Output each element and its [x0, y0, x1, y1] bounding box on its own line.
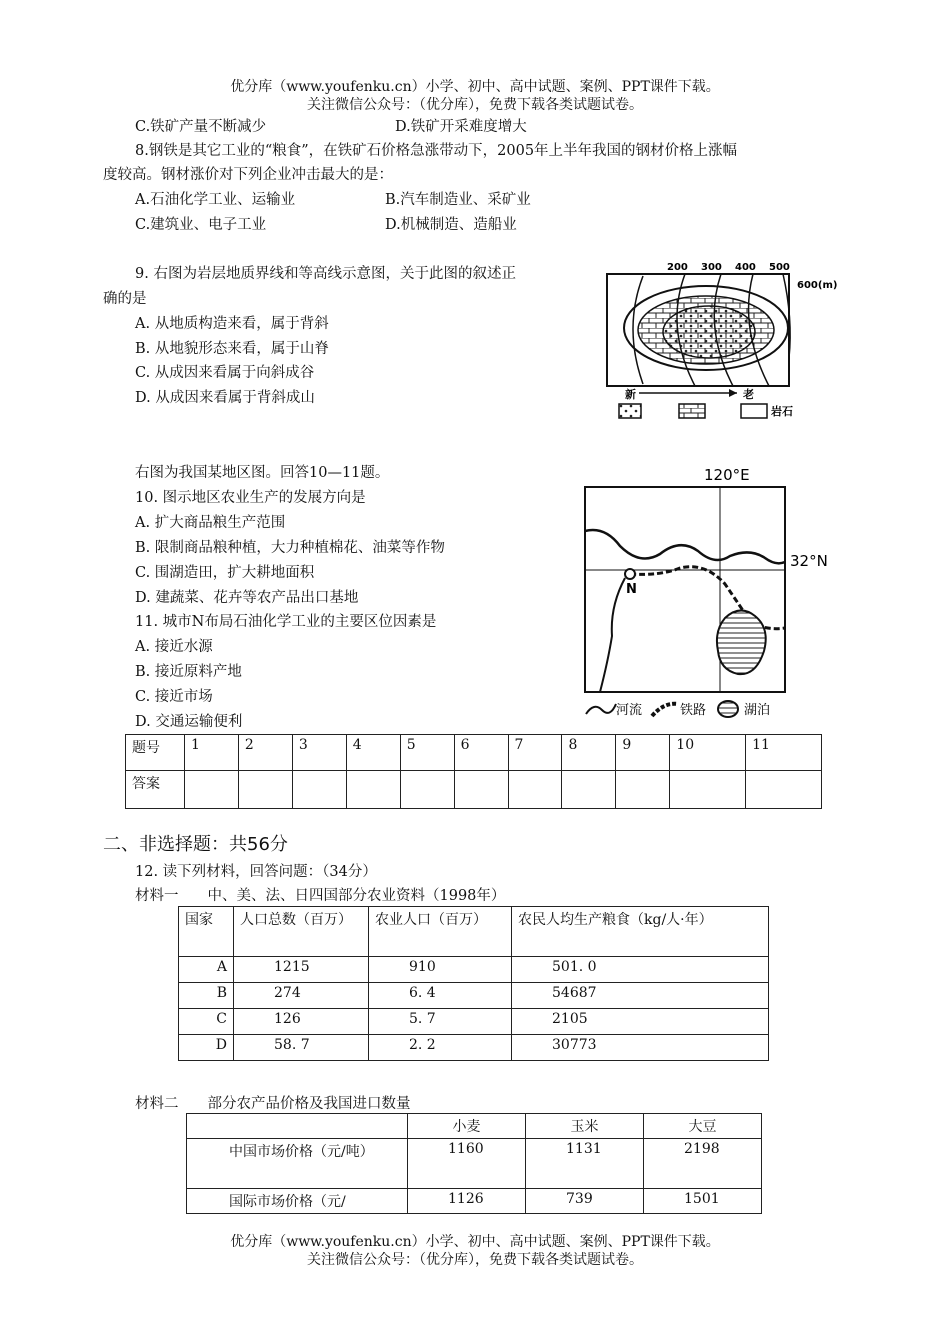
- answer-cell[interactable]: [454, 771, 508, 809]
- legend-rock-label: 岩石: [771, 405, 793, 418]
- m1-header: 国家: [179, 907, 234, 957]
- q8-stem-2: 度较高。钢材涨价对下列企业冲击最大的是：: [103, 167, 393, 183]
- m1-cell: B: [179, 983, 234, 1009]
- answer-cell[interactable]: [562, 771, 616, 809]
- m1-cell: 2105: [512, 1009, 769, 1035]
- q10-option-d: D. 建蔬菜、花卉等农产品出口基地: [135, 590, 359, 606]
- m1-header: 农业人口（百万）: [369, 907, 512, 957]
- q9-stem-1: 9. 右图为岩层地质界线和等高线示意图，关于此图的叙述正: [135, 266, 516, 282]
- m1-cell: 274: [234, 983, 369, 1009]
- q11-option-b: B. 接近原料产地: [135, 664, 242, 680]
- answer-table-number: 6: [454, 735, 508, 771]
- m1-cell: 6. 4: [369, 983, 512, 1009]
- railway-line: [630, 567, 785, 629]
- m1-cell: 1215: [234, 957, 369, 983]
- answer-cell[interactable]: [292, 771, 346, 809]
- q9-stem-2: 确的是: [103, 291, 147, 307]
- q10-stem: 10. 图示地区农业生产的发展方向是: [135, 490, 366, 506]
- contour-label-600: 600(m): [797, 280, 838, 291]
- answer-cell[interactable]: [616, 771, 670, 809]
- q11-option-a: A. 接近水源: [135, 639, 213, 655]
- m1-cell: 54687: [512, 983, 769, 1009]
- legend-river-icon: [586, 704, 616, 714]
- answer-table-number: 1: [185, 735, 239, 771]
- answer-table-number: 8: [562, 735, 616, 771]
- arrow-head-icon: [729, 389, 737, 397]
- answer-table-number: 9: [616, 735, 670, 771]
- m2-header: 大豆: [644, 1114, 762, 1139]
- material-1-table: [178, 906, 769, 1061]
- legend-blank-icon: [741, 404, 767, 418]
- geology-figure: [603, 258, 848, 426]
- q10-option-b: B. 限制商品粮种植，大力种植棉花、油菜等作物: [135, 540, 445, 556]
- m2-cell: 1501: [644, 1189, 762, 1214]
- answer-cell[interactable]: [670, 771, 746, 809]
- m1-cell: C: [179, 1009, 234, 1035]
- m1-cell: D: [179, 1035, 234, 1061]
- q8-option-c: C.建筑业、电子工业: [135, 217, 267, 233]
- q10-option-a: A. 扩大商品粮生产范围: [135, 515, 286, 531]
- q10-option-c: C. 围湖造田，扩大耕地面积: [135, 565, 315, 581]
- m2-cell: 1131: [526, 1139, 644, 1189]
- legend-brick-icon: [679, 404, 705, 418]
- river-branch: [600, 578, 625, 692]
- header-line-1: 优分库（www.youfenku.cn）小学、初中、高中试题、案例、PPT课件下载。: [230, 79, 720, 95]
- longitude-label: 120°E: [704, 466, 750, 484]
- q8-option-d: D.机械制造、造船业: [385, 217, 517, 233]
- q8-stem-1: 8.钢铁是其它工业的“粮食”，在铁矿石价格急涨带动下，2005年上半年我国的钢材价格上涨幅: [135, 143, 738, 159]
- contour-label-500: 500: [769, 262, 790, 273]
- m1-cell: A: [179, 957, 234, 983]
- answer-table-number: 7: [508, 735, 562, 771]
- lake-area: [717, 610, 766, 674]
- m1-header: 人口总数（百万）: [234, 907, 369, 957]
- material-1-title: 材料一 中、美、法、日四国部分农业资料（1998年）: [135, 888, 506, 904]
- city-n-marker: [625, 569, 635, 579]
- answer-table: [125, 734, 822, 809]
- q8-option-a: A.石油化学工业、运输业: [135, 192, 296, 208]
- m1-cell: 910: [369, 957, 512, 983]
- contour-label-200: 200: [667, 262, 688, 273]
- city-n-label: N: [626, 582, 637, 597]
- answer-cell[interactable]: [508, 771, 562, 809]
- answer-table-number: 3: [292, 735, 346, 771]
- m2-header: [187, 1114, 408, 1139]
- m2-cell: 1126: [408, 1189, 526, 1214]
- legend-river-label: 河流: [616, 703, 643, 718]
- m1-cell: 2. 2: [369, 1035, 512, 1061]
- footer-line-2: 关注微信公众号：（优分库），免费下载各类试题试卷。: [307, 1252, 643, 1268]
- m2-header: 小麦: [408, 1114, 526, 1139]
- answer-table-number: 4: [346, 735, 400, 771]
- m2-row-label: 国际市场价格（元/: [187, 1189, 408, 1214]
- contour-label-400: 400: [735, 262, 756, 273]
- legend-lake-label: 湖泊: [744, 703, 771, 718]
- contour-label-300: 300: [701, 262, 722, 273]
- q9-option-a: A. 从地质构造来看，属于背斜: [135, 316, 329, 332]
- answer-table-number: 5: [400, 735, 454, 771]
- header-line-2: 关注微信公众号：（优分库），免费下载各类试题试卷。: [307, 97, 643, 113]
- q7-option-c: C.铁矿产量不断减少: [135, 119, 267, 135]
- answer-table-number: 10: [670, 735, 746, 771]
- section-2-title: 二、非选择题：共56分: [103, 834, 288, 855]
- river-main: [585, 530, 785, 563]
- m2-cell: 2198: [644, 1139, 762, 1189]
- footer-line-1: 优分库（www.youfenku.cn）小学、初中、高中试题、案例、PPT课件下载。: [230, 1234, 720, 1250]
- answer-table-row-label: 答案: [126, 771, 185, 809]
- q8-option-b: B.汽车制造业、采矿业: [385, 192, 531, 208]
- m1-header: 农民人均生产粮食（kg/人·年）: [512, 907, 769, 957]
- q7-option-d: D.铁矿开采难度增大: [395, 119, 527, 135]
- answer-table-header: 题号: [126, 735, 185, 771]
- answer-cell[interactable]: [185, 771, 239, 809]
- latitude-label: 32°N: [790, 552, 828, 570]
- m1-cell: 58. 7: [234, 1035, 369, 1061]
- answer-cell[interactable]: [346, 771, 400, 809]
- m2-header: 玉米: [526, 1114, 644, 1139]
- region-map: [580, 456, 845, 724]
- answer-cell[interactable]: [238, 771, 292, 809]
- legend-dots-icon: [619, 404, 641, 418]
- legend-rail-icon: [652, 704, 678, 716]
- m1-cell: 5. 7: [369, 1009, 512, 1035]
- m2-row-label: 中国市场价格（元/吨）: [187, 1139, 408, 1189]
- q11-option-c: C. 接近市场: [135, 689, 213, 705]
- answer-cell[interactable]: [746, 771, 822, 809]
- m2-cell: 739: [526, 1189, 644, 1214]
- m1-cell: 126: [234, 1009, 369, 1035]
- m1-cell: 501. 0: [512, 957, 769, 983]
- new-label: 新: [625, 388, 636, 401]
- old-label: 老: [743, 388, 754, 401]
- answer-table-number: 11: [746, 735, 822, 771]
- q10-11-intro: 右图为我国某地区图。回答10—11题。: [135, 465, 390, 481]
- m1-cell: 30773: [512, 1035, 769, 1061]
- material-2-title: 材料二 部分农产品价格及我国进口数量: [135, 1096, 411, 1112]
- answer-cell[interactable]: [400, 771, 454, 809]
- q9-option-c: C. 从成因来看属于向斜成谷: [135, 365, 315, 381]
- q9-option-b: B. 从地貌形态来看，属于山脊: [135, 341, 329, 357]
- q11-stem: 11. 城市N布局石油化学工业的主要区位因素是: [135, 614, 437, 630]
- q11-option-d: D. 交通运输便利: [135, 714, 243, 730]
- legend-lake-icon: [718, 701, 738, 717]
- q9-option-d: D. 从成因来看属于背斜成山: [135, 390, 315, 406]
- legend-rail-label: 铁路: [680, 703, 707, 718]
- m2-cell: 1160: [408, 1139, 526, 1189]
- material-2-table: [186, 1113, 762, 1214]
- q12-stem: 12. 读下列材料，回答问题：（34分）: [135, 864, 377, 880]
- answer-table-number: 2: [238, 735, 292, 771]
